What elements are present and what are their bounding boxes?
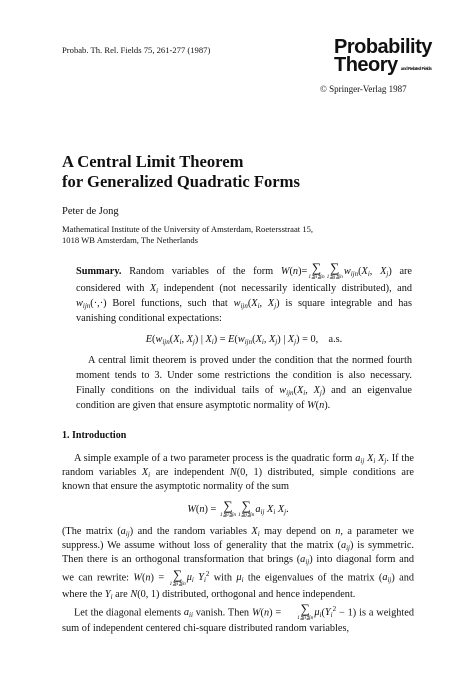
summary-paragraph-2: A central limit theorem is proved under the condition that the normed fourth moment tends to 3. Under some restrictions the condition is also necessary. Finally conditions on the individual tails of $w_{ijn}(X_i$, $X_j$) and an eigenvalue condition are given that ensure asymptotic normality of W(n).	[76, 355, 412, 411]
title-line2: for Generalized Quadratic Forms	[62, 172, 300, 191]
body-text: are independent	[155, 467, 225, 478]
summary-equation: $E(w_{ijn}(X_i$, $X_j$) | $X_i) = E(w_{ijn}(X_i$, $X_j$) | $X_j) = 0$, a.s.	[145, 334, 343, 346]
intro-paragraph-3: Let the diagonal elements $a_{ii}$ vanish. Then W(n) = ∑ 1≦i≦n $\mu_i(Y_i^2 - 1)$ is a weighted sum of independent centered chi-square distributed random variables,	[62, 601, 415, 635]
summary-text: and an eigenvalue condition are given that ensure asymptotic normality of	[76, 385, 412, 411]
body-text: may depend on	[264, 526, 331, 537]
body-text: distributed, orthogonal and hence independent.	[162, 588, 356, 600]
body-text: distributed, simple conditions are known that ensure the asymptotic normality of the sum	[62, 467, 414, 492]
logo-subtitle: and Related Fields	[400, 66, 432, 71]
author-affiliation	[62, 224, 382, 246]
summary-text: Random variables of the form	[129, 265, 274, 277]
intro-paragraph-2: (The matrix $(a_{ij})$ and the random variables $X_i$ may depend on n, a parameter we suppress.) We assume without loss of generality that the matrix $(a_{ij})$ is symmetric. Then there is an orthogonal transformation that brings $(a_{ij})$ into diagonal form and we can rewrite: W(n) = ∑ 1≦i≦n $\mu_i$ $Y_i^2$ with $\mu_i$ the eigenvalues of the matrix $(a_{ij})$ and where the $Y_i$ are N(0, 1) distributed, orthogonal and hence independent.	[62, 526, 415, 601]
body-text: A simple example of a two parameter process is the quadratic form	[74, 453, 353, 464]
intro-paragraph-1: A simple example of a two parameter process is the quadratic form $a_{ij}$ $X_i$ $X_j$. If the random variables $X_i$ are independent N(0, 1) distributed, simple conditions are known that ensure the asymptotic normality of the sum	[62, 453, 414, 492]
summary-label: Summary.	[76, 265, 122, 277]
summary-block	[76, 262, 412, 413]
body-text: and the random variables	[137, 526, 247, 537]
section-heading: 1. Introduction	[62, 430, 127, 441]
article-title	[62, 152, 392, 192]
copyright-notice: © Springer-Verlag 1987	[320, 84, 407, 94]
body-text: the eigenvalues of the matrix	[247, 572, 375, 584]
journal-citation: Probab. Th. Rel. Fields 75, 261-277 (1987)	[62, 45, 211, 55]
author-name: Peter de Jong	[62, 206, 119, 217]
body-text: . If the random variables	[62, 453, 414, 478]
summary-text: A central limit theorem is proved under the condition that the normed fourth moment tends to 3. Under some restrictions the condition is also necessary. Finally conditions on the individual tails of	[76, 355, 412, 396]
body-text: into diagonal form and we can rewrite:	[62, 554, 414, 584]
affiliation-line2: 1018 WB Amsterdam, The Netherlands	[62, 235, 198, 245]
body-text: (The matrix	[62, 526, 113, 537]
body-text: are	[115, 588, 128, 600]
title-line1: A Central Limit Theorem	[62, 152, 244, 171]
summary-text: is square integrable and has vanishing conditional expectations:	[76, 298, 412, 324]
body-text: Let the diagonal elements	[74, 606, 181, 618]
body-text: vanish. Then	[195, 606, 250, 618]
body-text: is a weighted sum of independent centered chi-square distributed random variables,	[62, 606, 415, 635]
summary-text: independent (not necessarily identically distributed), and	[163, 283, 413, 294]
body-text: , a parameter we suppress.) We assume without loss of generality that the matrix	[62, 526, 415, 551]
summary-text: are considered with	[76, 265, 413, 294]
affiliation-line1: Mathematical Institute of the University of Amsterdam, Roetersstraat 15,	[62, 224, 314, 234]
summary-paragraph-1: Summary. Random variables of the form W(n)= ∑ 1≦i≦n ∑ 1≦j≦n $w_{ijn}(X_i$, $X_j$) are considered with $X_i$ independent (not necessarily identically distributed), and $w_{ijn}(\cdot,\cdot)$ Borel functions, such that $w_{ijn}(X_i$, $X_j$) is square integrable and has vanishing conditional expectations:	[76, 260, 413, 324]
body-text: with	[213, 572, 233, 584]
logo-line1: Probability	[334, 36, 432, 58]
summary-text: Borel functions, such that	[112, 298, 228, 309]
logo-line2	[334, 56, 442, 74]
body-text: and where the	[62, 572, 415, 600]
equation-suffix: a.s.	[328, 334, 343, 345]
body-text: is symmetric. Then there is an orthogonal transformation that brings	[62, 540, 414, 565]
journal-logo	[334, 38, 442, 74]
logo-line2-text: Theory	[334, 54, 398, 76]
introduction-body	[62, 452, 414, 636]
intro-equation: W(n) = ∑ 1≦i≦n ∑ 1≦j≦n $a_{ij}$ $X_i$ $X_j$.	[187, 498, 289, 518]
